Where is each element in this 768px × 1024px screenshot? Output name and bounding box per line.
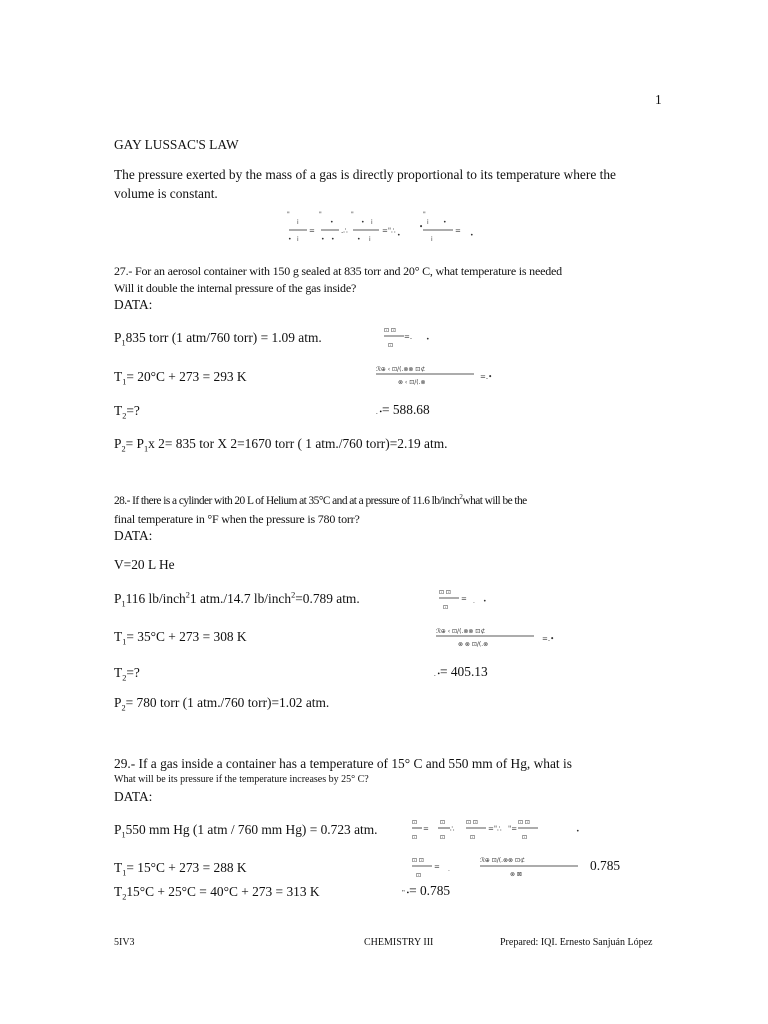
svg-text:ℛ⊕ ‹ ⊡/(.⊗⊗ ⊡⊄: ℛ⊕ ‹ ⊡/(.⊗⊗ ⊡⊄ [376,366,426,373]
svg-text:⊡ ⊡: ⊡ ⊡ [518,819,530,826]
svg-text:•: • [361,219,365,226]
svg-text:=.•: =.• [542,635,555,643]
svg-text:": " [319,211,322,218]
footer-subject: CHEMISTRY III [364,937,434,948]
gay-lussac-formula [285,210,485,246]
svg-text:•: • [330,219,334,226]
problem-28-t2: $T_2=$? [114,665,140,683]
svg-text:="∴: ="∴ [488,825,502,833]
svg-text:⊡ ⊡: ⊡ ⊡ [384,327,396,334]
svg-text:"=: "= [508,825,518,833]
problem-28-question-line-1: 28.- If there is a cylinder with 20 L of Helium at 35°C and at a pressure of 11.6 lb/inch$^2$what will be the [114,493,527,507]
svg-text:.∴: .∴ [341,227,348,235]
problem-29-t1: $T_1= 15^\circ C + 273 = 288$ K [114,860,247,878]
svg-text:⊡: ⊡ [440,834,446,841]
svg-text:•: • [483,598,487,605]
problem-27-t2: $T_2=$? [114,403,140,421]
svg-text:i: i [369,236,371,243]
svg-text:⊗ ⊗ ⊡/(.⊗: ⊗ ⊗ ⊡/(.⊗ [458,641,489,648]
svg-text:i: i [431,236,433,243]
svg-text:⊡: ⊡ [522,834,528,841]
svg-text:.: . [473,598,475,605]
svg-text:": " [287,211,290,218]
problem-29-result-a: 0.785 [590,858,621,873]
svg-text:∴: ∴ [450,825,455,833]
page-number: 1 [655,92,662,107]
svg-text:⊡: ⊡ [440,819,446,826]
problem-29-equation-1 [410,816,590,846]
problem-29-question-line-2: What will be its pressure if the temperature increases by 25° C? [114,774,369,785]
page-title: GAY LUSSAC'S LAW [114,137,239,152]
svg-text:": " [423,211,426,218]
problem-27-equation-2 [376,362,500,390]
svg-text:•: • [321,236,325,243]
svg-text:⊡: ⊡ [416,872,422,879]
problem-29-result-b: " •= 0.785 [402,883,451,898]
svg-text:•: • [443,219,447,226]
problem-28-p1: $P_1116$ lb/inch$^2$1 atm./14.7 lb/inch$^2$=0.789 atm. [114,590,360,609]
problem-27-question-line-1: 27.- For an aerosol container with 150 g sealed at 835 torr and 20° C, what temperature is needed [114,264,562,278]
svg-text:⊗ ⊠: ⊗ ⊠ [510,871,522,878]
problem-28-equation-1 [437,586,497,616]
svg-text:ℛ⊕ ‹ ⊡/(.⊗⊗ ⊡⊄: ℛ⊕ ‹ ⊡/(.⊗⊗ ⊡⊄ [436,628,486,635]
problem-28-volume: V=20 L He [114,557,175,572]
svg-text:=: = [434,863,440,871]
problem-27-p1: $P_1835$ torr (1 atm/760 torr) = 1.09 atm. [114,330,322,348]
problem-28-equation-2 [436,624,560,652]
problem-27-result: . •= 588.68 [376,402,430,417]
svg-text:=: = [455,227,461,235]
problem-27-data-label: DATA: [114,297,153,312]
svg-text:⊡: ⊡ [412,819,418,826]
problem-27-equation-1 [382,324,442,354]
svg-text:=: = [309,227,315,235]
svg-text:i: i [371,219,373,226]
svg-text:•: • [470,232,474,239]
svg-text:•: • [288,236,292,243]
problem-29-equation-2 [410,854,466,884]
problem-27-question-line-2: Will it double the internal pressure of the gas inside? [114,281,357,295]
footer-course-code: 5IV3 [114,937,135,948]
svg-text:i: i [297,219,299,226]
footer-author: Prepared: IQI. Ernesto Sanjuán López [500,937,653,948]
svg-text:ℛ⊕ ⊡/(.⊗⊗ ⊡⊄: ℛ⊕ ⊡/(.⊗⊗ ⊡⊄ [480,857,526,864]
svg-text:⊗ ‹ ⊡/(.⊗: ⊗ ‹ ⊡/(.⊗ [398,379,426,386]
svg-text:": " [351,211,354,218]
problem-29-p1: $P_1550$ mm Hg (1 atm / 760 mm Hg) = 0.723 atm. [114,822,378,840]
problem-29-equation-3 [480,854,584,880]
problem-28-p2: $P_2= 780$ torr (1 atm./760 torr)=1.02 atm. [114,695,330,713]
svg-text:•: • [357,236,361,243]
svg-text:i: i [297,236,299,243]
svg-text:⊡: ⊡ [443,604,449,611]
problem-28-data-label: DATA: [114,528,153,543]
svg-text:=: = [423,825,429,833]
svg-text:•: • [426,336,430,343]
problem-29-t2: $T_215^\circ C + 25^\circ C = 40^\circ C + 273 = 313$ K [114,884,320,902]
problem-27-t1: $T_1= 20^\circ C + 273 = 293$ K [114,369,247,387]
svg-text:•: • [331,236,335,243]
svg-text:⊡: ⊡ [412,834,418,841]
svg-text:⊡ ⊡: ⊡ ⊡ [439,589,451,596]
svg-text:⊡: ⊡ [388,342,394,349]
svg-text:•: • [576,828,580,835]
problem-28-question-line-2: final temperature in °F when the pressure is 780 torr? [114,512,360,526]
intro-line-2: volume is constant. [114,186,218,201]
problem-28-t1: $T_1= 35^\circ C + 273 = 308$ K [114,629,247,647]
svg-text:=: = [461,595,467,603]
svg-text:="∴: ="∴ [382,227,396,235]
problem-28-result: . •= 405.13 [434,664,488,679]
svg-text:⊡ ⊡: ⊡ ⊡ [412,857,424,864]
problem-29-question-line-1: 29.- If a gas inside a container has a temperature of 15° C and 550 mm of Hg, what is [114,756,572,771]
svg-text:⊡ ⊡: ⊡ ⊡ [466,819,478,826]
svg-text:⊡: ⊡ [470,834,476,841]
svg-text:=.: =. [404,333,413,341]
svg-text:i: i [427,219,429,226]
svg-text:•: • [419,223,424,231]
svg-text:=.•: =.• [480,373,493,381]
svg-text:•: • [397,232,401,239]
intro-line-1: The pressure exerted by the mass of a gas is directly proportional to its temperature where the [114,167,616,182]
svg-text:.: . [448,866,450,873]
problem-27-p2: $P_2= P_1x$ 2= 835 tor X 2=1670 torr ( 1 atm./760 torr)=2.19 atm. [114,436,448,454]
problem-29-data-label: DATA: [114,789,153,804]
